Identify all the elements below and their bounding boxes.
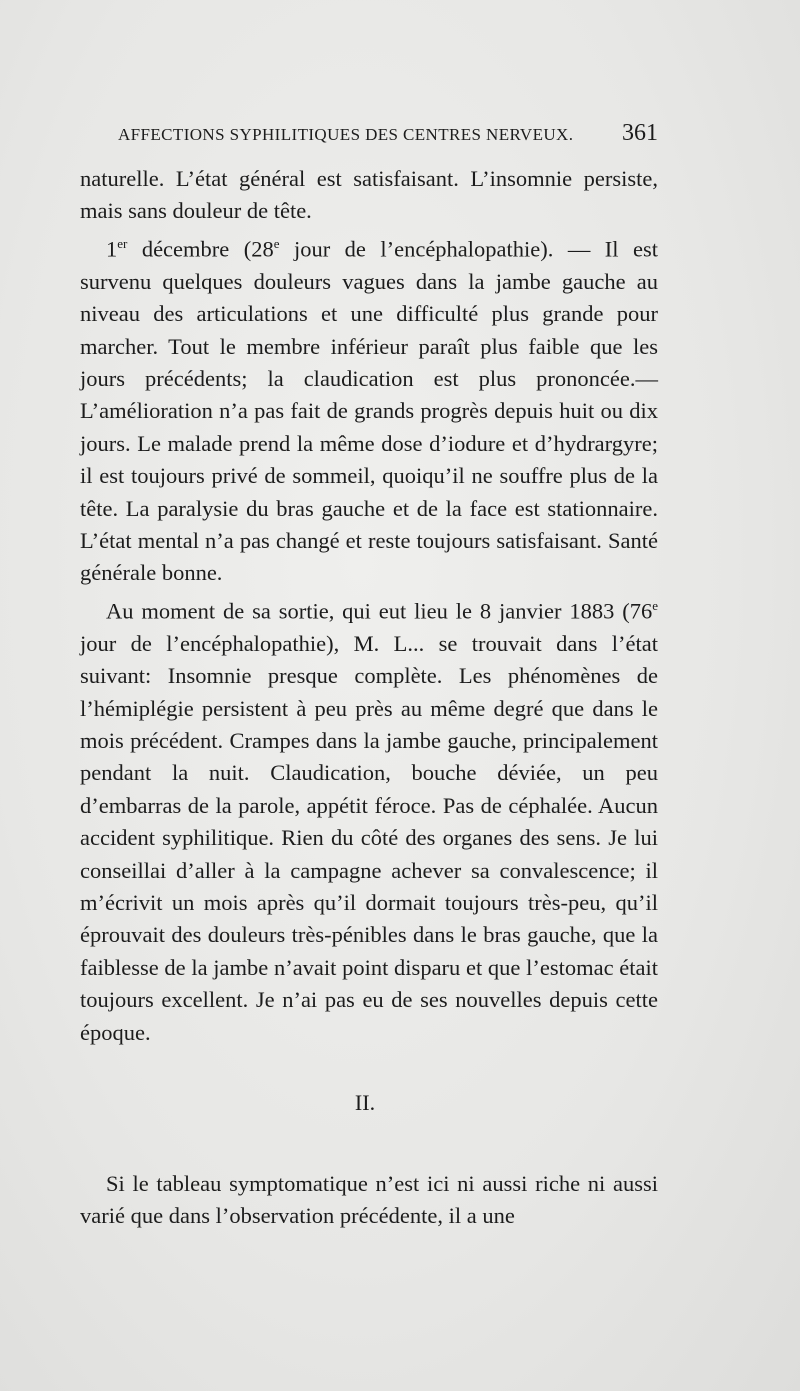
paragraph-4: Si le tableau symptomatique n’est ici ni aussi riche ni aussi varié que dans l’observation précédente, il a une [80,1171,658,1229]
paragraph-3-part-b: jour de l’encéphalopathie), M. L... se trouvait dans l’état suivant: Insomnie presque complète. Les phénomènes de l’hémiplégie persistent à peu près au même degré que dans le mois précédent. Crampes dans la jambe gauche, principalement pendant la nuit. Claudication, bouche déviée, un peu d’embarras de la parole, appétit féroce. Pas de céphalée. Aucun accident syphilitique. Rien du côté des organes des sens. Je lui conseillai d’aller à la campagne achever sa convalescence; il m’écrivit un mois après qu’il dormait toujours très-peu, qu’il éprouvait des douleurs très-pénibles dans le bras gauche, que la faiblesse de la jambe n’avait point disparu et que l’estomac était toujours excellent. Je n’ai pas eu de ses nouvelles depuis cette époque. [80,630,658,1045]
paragraph-2-part-b: jour de l’encéphalopathie). — Il est survenu quelques douleurs vagues dans la jambe gauche au niveau des articulations et une difficulté plus grande pour marcher. Tout le membre inférieur paraît plus faible que les jours précédents; la claudication est plus prononcée.— L’amélioration n’a pas fait de grands progrès depuis huit ou dix jours. Le malade prend la même dose d’iodure et d’hydrargyre; il est toujours privé de sommeil, quoiqu’il ne souffre plus de la tête. La paralysie du bras gauche et de la face est stationnaire. L’état mental n’a pas changé et reste toujours satisfaisant. Santé générale bonne. [80,236,658,586]
date-superscript: er [117,235,128,251]
page-header [118,120,658,154]
running-title: AFFECTIONS SYPHILITIQUES DES CENTRES NERVEUX. [118,125,574,144]
body-text-bottom [80,1168,658,1233]
ordinal-superscript: e [273,235,280,251]
paragraph-1: naturelle. L’état général est satisfaisant. L’insomnie persiste, mais sans douleur de tête. [80,166,658,224]
section-heading: II. [354,1090,376,1115]
page-number: 361 [622,120,658,146]
body-text-top [80,163,658,1049]
paragraph-3 [80,590,658,1049]
paragraph-2 [80,228,658,590]
ordinal-superscript-2: e [652,597,658,613]
date-day: 1 [106,236,118,262]
paragraph-3-part-a: Au moment de sa sortie, qui eut lieu le 8 janvier 1883 (76 [106,598,653,624]
paragraph-2-part-a: décembre (28 [127,236,274,262]
